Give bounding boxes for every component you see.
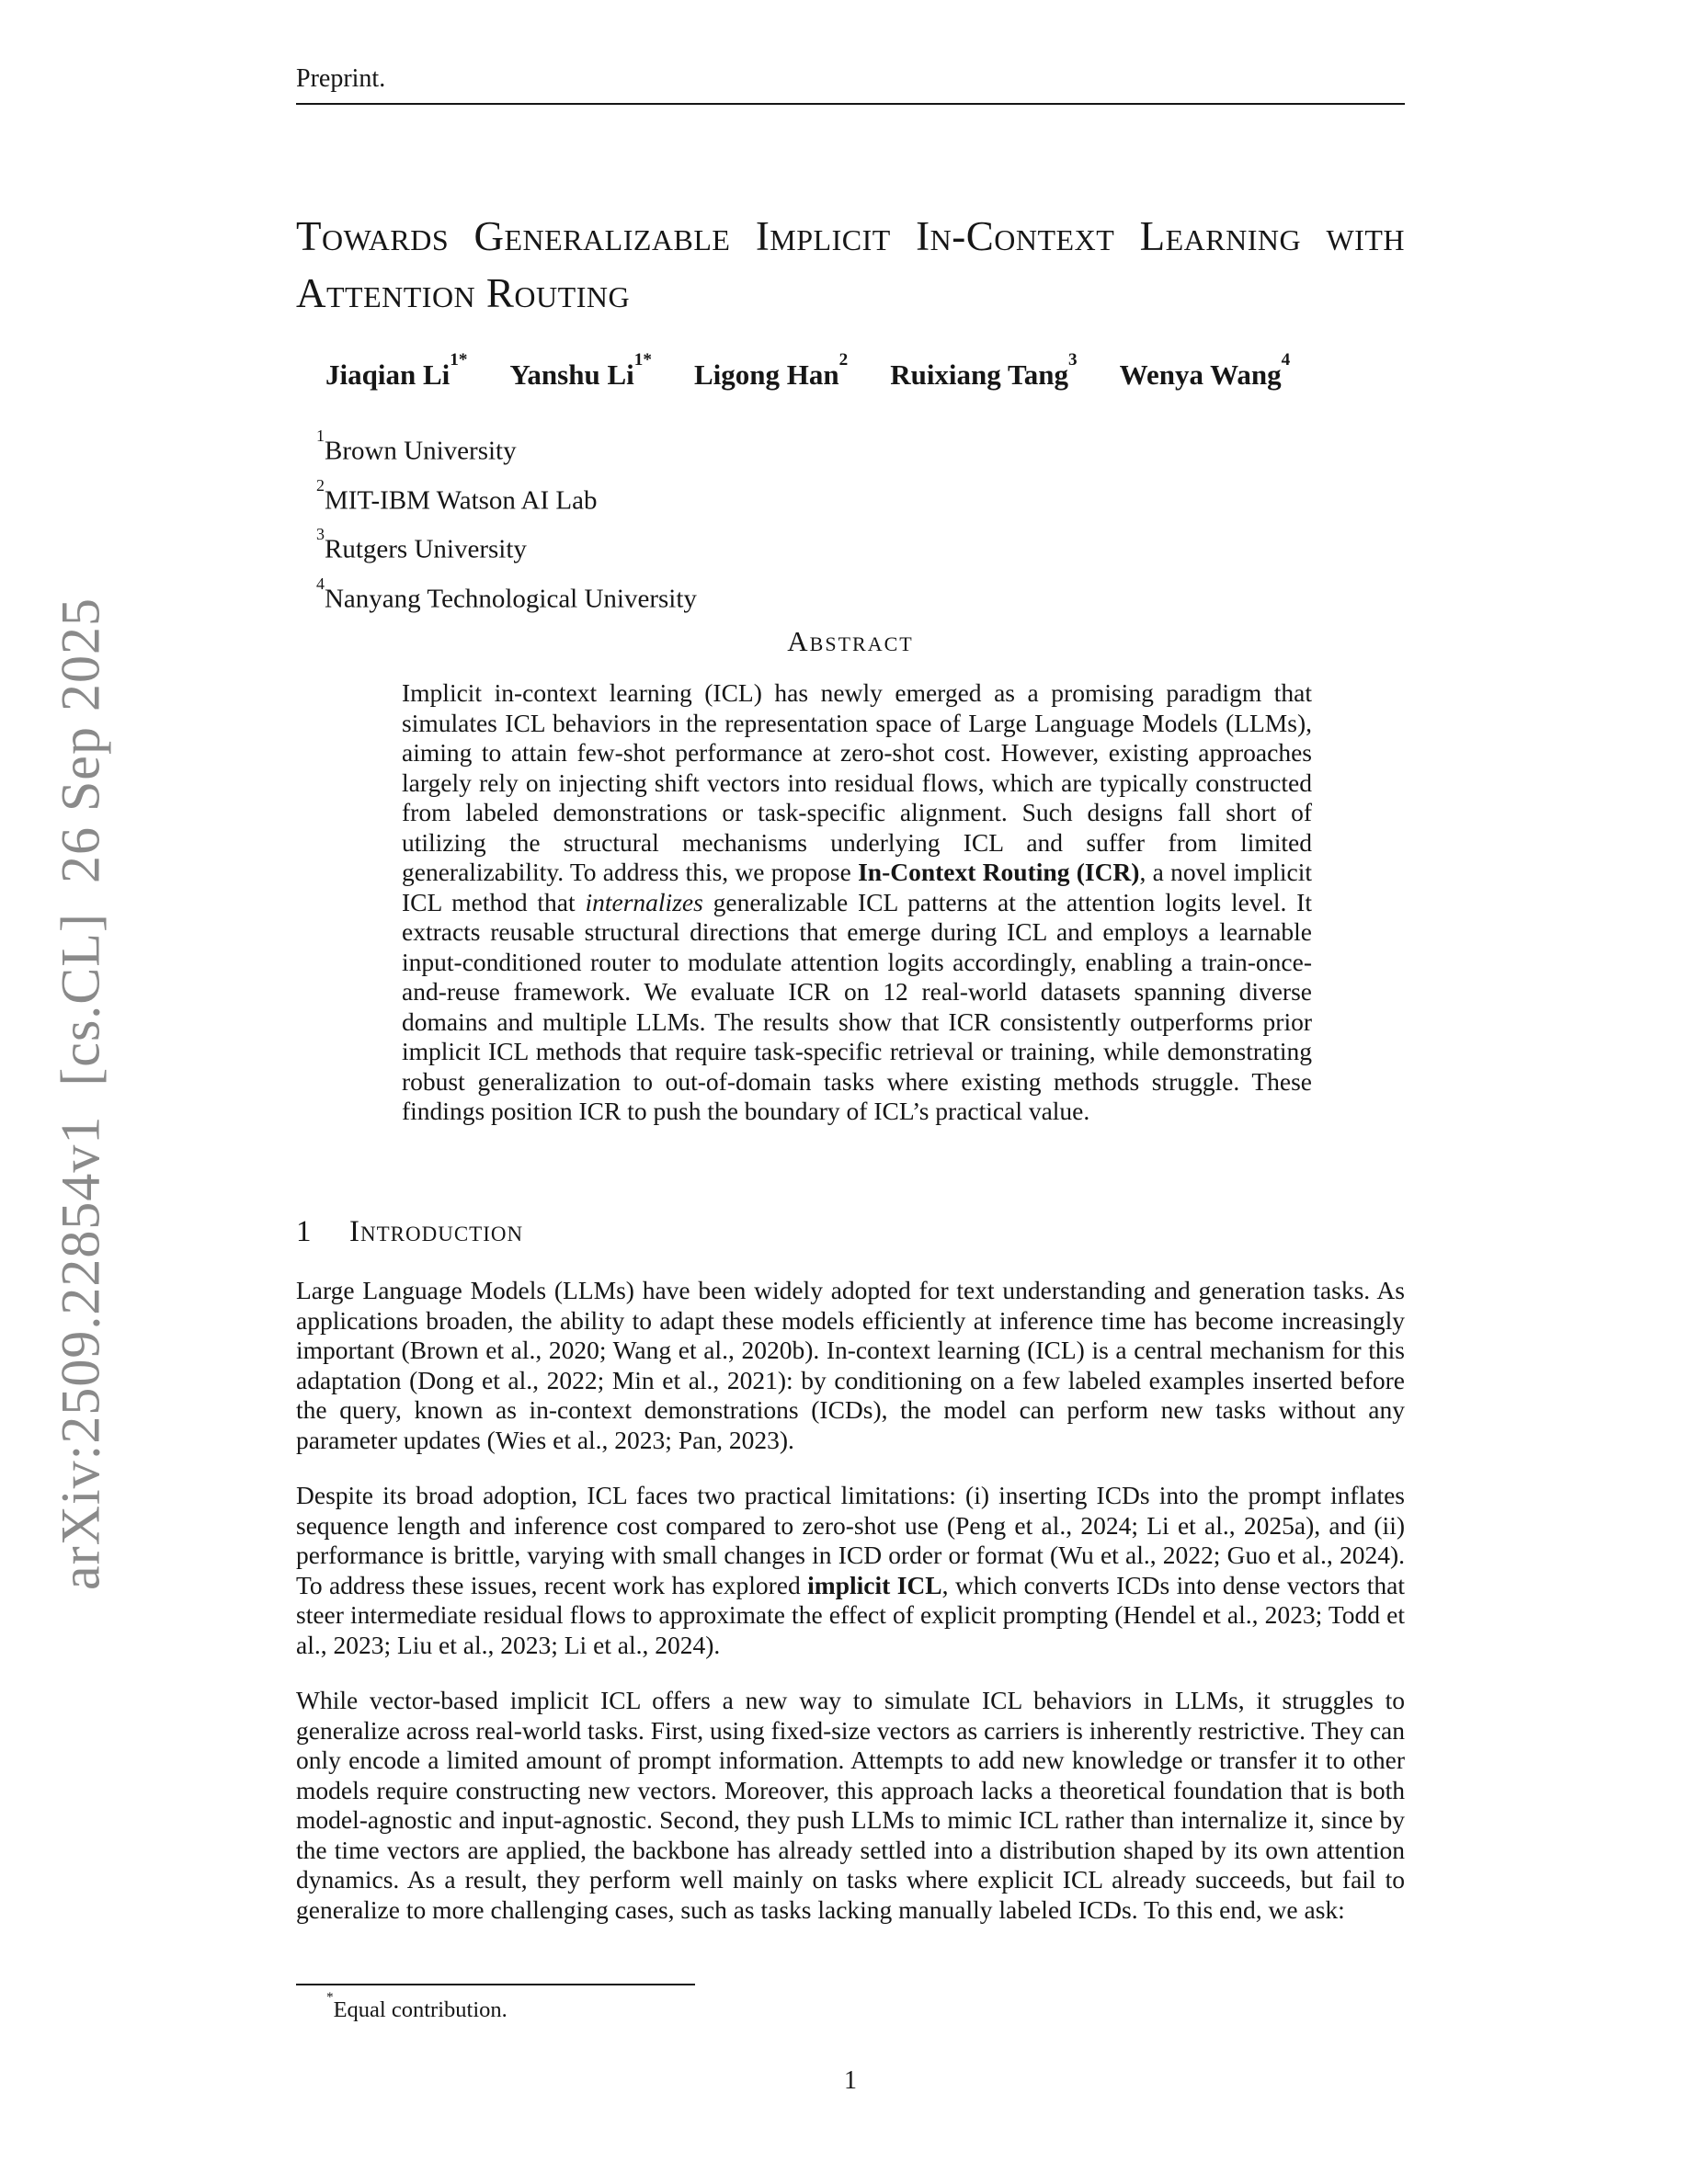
paragraph: Large Language Models (LLMs) have been widely adopted for text understanding and generation tasks. As applications broaden, the ability to adapt these models efficiently at inference time has become increasingly important (Brown et al., 2020; Wang et al., 2020b). In-context learning (ICL) is a central mechanism for this adaptation (Dong et al., 2022; Min et al., 2021): by conditioning on a few labeled examples inserted before the query, known as in-context demonstrations (ICDs), the model can perform new tasks without any parameter updates (Wies et al., 2023; Pan, 2023).: [296, 1276, 1405, 1454]
paper-title: Towards Generalizable Implicit In-Context Learning with Attention Routing: [296, 213, 1405, 316]
abstract-text: Implicit in-context learning (ICL) has newly emerged as a promising paradigm that simulates ICL behaviors in the representation space of Large Language Models (LLMs), aiming to attain few-shot performance at zero-shot cost. However, existing approaches largely rely on injecting shift vectors into residual flows, which are typically constructed from labeled demonstrations or task-specific alignment. Such designs fall short of utilizing the structural mechanisms underlying ICL and suffer from limited generalizability. To address this, we propose In-Context Routing (ICR), a novel implicit ICL method that internalizes generalizable ICL patterns at the attention logits level. It extracts reusable structural directions that emerge during ICL and employs a learnable input-conditioned router to modulate attention logits accordingly, enabling a train-once-and-reuse framework. We evaluate ICR on 12 real-world datasets spanning diverse domains and multiple LLMs. The results show that ICR consistently outperforms prior implicit ICL methods that require task-specific retrieval or training, while demonstrating robust generalization to out-of-domain tasks where existing methods struggle. These findings position ICR to push the boundary of ICL’s practical value.: [402, 678, 1312, 1125]
author: Wenya Wang$^4$: [1119, 350, 1291, 391]
footnote-mark: *: [326, 1989, 334, 2006]
footnote: [296, 1989, 1405, 2023]
introduction-body: [296, 1276, 1405, 1951]
running-header: Preprint.: [296, 64, 386, 93]
footnote-text: Equal contribution.: [333, 1997, 508, 2023]
author: Jiaqian $Li^{1*}$: [325, 350, 468, 391]
author-affiliation-mark: 1*: [633, 350, 652, 370]
affiliation: $^2$MIT-IBM Watson AI Lab: [316, 475, 598, 516]
affiliation: $^4$Nanyang Technological University: [316, 574, 697, 614]
author-affiliation-mark: 2: [838, 350, 849, 370]
paragraph: While vector-based implicit ICL offers a new way to simulate ICL behaviors in LLMs, it struggles to generalize across real-world tasks. First, using fixed-size vectors as carriers is inherently restrictive. They can only encode a limited amount of prompt information. Attempts to add new knowledge or transfer it to other models require constructing new vectors. Moreover, this approach lacks a theoretical foundation that is both model-agnostic and input-agnostic. Second, they push LLMs to mimic ICL rather than internalize it, since by the time vectors are applied, the backbone has already settled into a distribution shaped by its own attention dynamics. As a result, they perform well mainly on tasks where explicit ICL already succeeds, but fail to generalize to more challenging cases, such as tasks lacking manually labeled ICDs. To this end, we ask:: [296, 1686, 1405, 1924]
author-list: [325, 350, 1291, 392]
section-heading-introduction: [296, 1215, 523, 1249]
header-rule: [296, 103, 1405, 105]
author: Ruixiang Tang$^3$: [890, 350, 1078, 391]
author: Ligong Han$^2$: [693, 350, 849, 391]
affiliation: $^3$Rutgers University: [316, 525, 527, 564]
author-affiliation-mark: 1*: [450, 350, 468, 370]
paragraph: Despite its broad adoption, ICL faces two practical limitations: (i) inserting ICDs into the prompt inflates sequence length and inference cost compared to zero-shot use (Peng et al., 2024; Li et al., 2025a), and (ii) performance is brittle, varying with small changes in ICD order or format (Wu et al., 2022; Guo et al., 2024). To address these issues, recent work has explored implicit ICL, which converts ICDs into dense vectors that steer intermediate residual flows to approximate the effect of explicit prompting (Hendel et al., 2023; Todd et al., 2023; Liu et al., 2023; Li et al., 2024).: [296, 1481, 1405, 1659]
author: Yanshu $Li^{1*}$: [509, 350, 652, 391]
arxiv-watermark: arXiv:2509.22854v1 [cs.CL] 26 Sep 2025: [50, 597, 111, 1590]
affiliation-list: [316, 423, 697, 620]
section-number: 1: [296, 1215, 312, 1248]
page-number: 1: [844, 2066, 857, 2095]
section-title: Introduction: [349, 1215, 524, 1248]
author-affiliation-mark: 3: [1068, 350, 1078, 370]
author-affiliation-mark: 4: [1281, 350, 1291, 370]
abstract-heading: Abstract: [787, 625, 914, 657]
footnote-rule: [296, 1984, 695, 1985]
affiliation: $^1$Brown University: [316, 427, 517, 466]
